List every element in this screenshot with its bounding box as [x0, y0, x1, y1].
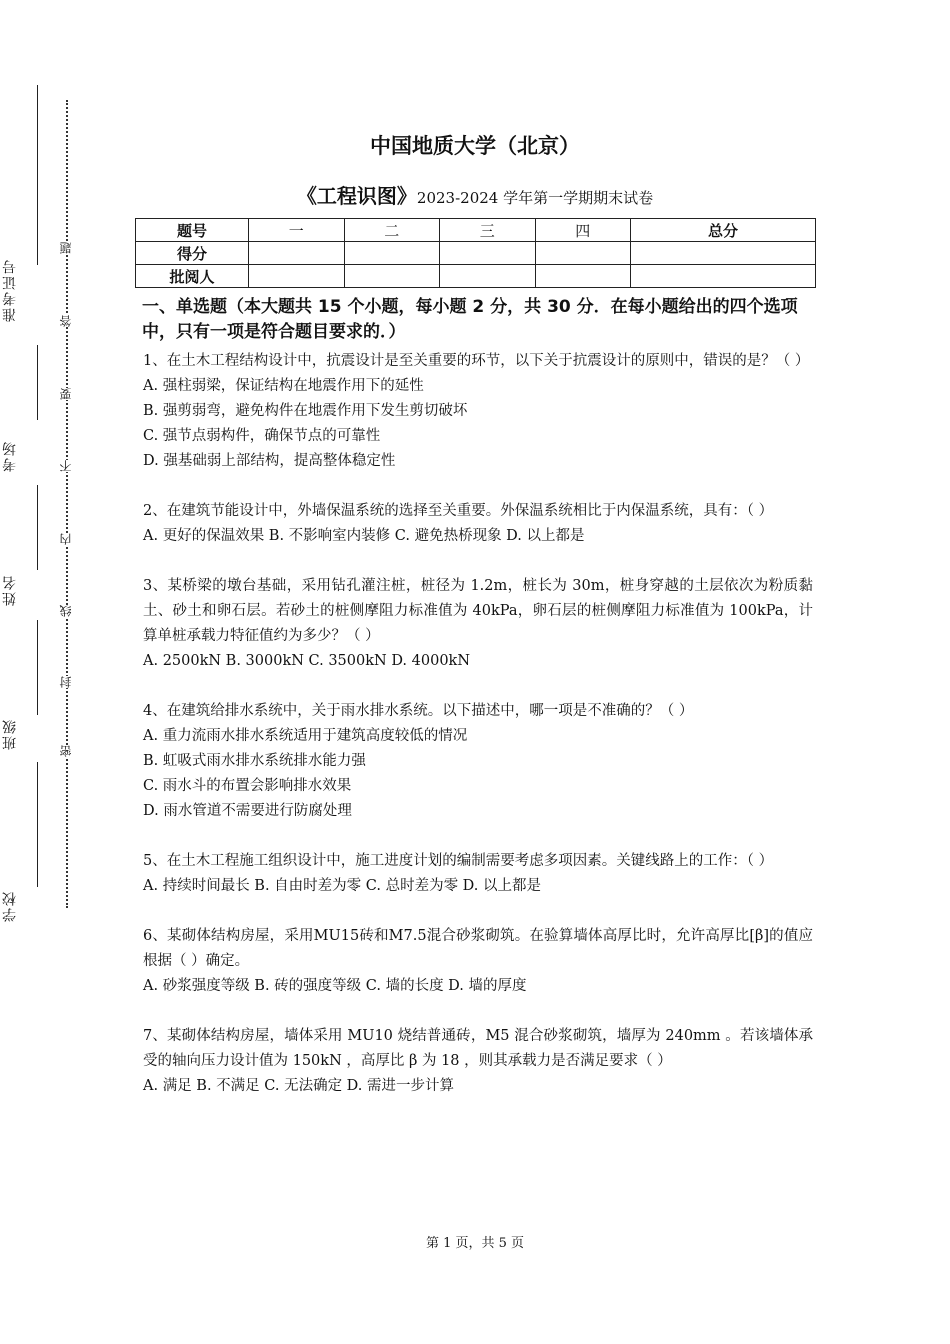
- seal-word: 不: [59, 460, 73, 472]
- score-table: [135, 218, 816, 288]
- seal-word: 内: [59, 533, 73, 545]
- grader-cell: [344, 265, 440, 288]
- margin-line: [37, 620, 38, 715]
- exam-content: [143, 295, 813, 1099]
- question: [143, 924, 813, 999]
- score-cell: [344, 242, 440, 265]
- term-text: 2023-2024 学年第一学期期末试卷: [416, 189, 654, 207]
- seal-word: 线: [59, 605, 73, 617]
- question-stem: 3、某桥梁的墩台基础，采用钻孔灌注桩，桩径为 1.2m，桩长为 30m，桩身穿越的土层依次为粉质黏土、砂土和卵石层。若砂土的桩侧摩阻力标准值为 40kPa，卵石层的桩侧摩阻力标准值为 100kPa，计算单桩承载力特征值约为多少？（ ）: [143, 578, 813, 644]
- question-option: D. 强基础弱上部结构，提高整体稳定性: [143, 453, 396, 469]
- question-option: C. 强节点弱构件，确保节点的可靠性: [143, 428, 381, 444]
- school-label: 学校: [2, 890, 18, 922]
- seal-word: 题: [59, 242, 73, 254]
- grader-cell: [249, 265, 345, 288]
- question-stem: 5、在土木工程施工组织设计中，施工进度计划的编制需要考虑多项因素。关键线路上的工作：（ ）: [143, 853, 774, 869]
- question-option: B. 虹吸式雨水排水系统排水能力强: [143, 753, 366, 769]
- margin-line: [37, 85, 38, 265]
- col-part-4: 四: [535, 219, 631, 242]
- col-part-2: 二: [344, 219, 440, 242]
- page-footer: 第 1 页，共 5 页: [425, 1236, 525, 1251]
- question-option: B. 强剪弱弯，避免构件在地震作用下发生剪切破坏: [143, 403, 468, 419]
- row-label-score: 得分: [136, 242, 249, 265]
- question-stem: 1、在土木工程结构设计中，抗震设计是至关重要的环节，以下关于抗震设计的原则中，错误的是？（ ）: [143, 353, 810, 369]
- question-options: A. 更好的保温效果 B. 不影响室内装修 C. 避免热桥现象 D. 以上都是: [143, 528, 585, 544]
- score-table-header-row: [136, 219, 816, 242]
- col-part-3: 三: [440, 219, 536, 242]
- margin-line: [37, 485, 38, 570]
- row-label-grader: 批阅人: [136, 265, 249, 288]
- question: [143, 349, 813, 474]
- col-part-1: 一: [249, 219, 345, 242]
- question-stem: 6、某砌体结构房屋，采用MU15砖和M7.5混合砂浆砌筑。在验算墙体高厚比时，允许高厚比[β]的值应根据（ ）确定。: [143, 928, 813, 969]
- question-stem: 4、在建筑给排水系统中，关于雨水排水系统。以下描述中，哪一项是不准确的？（ ）: [143, 703, 694, 719]
- question-option: D. 雨水管道不需要进行防腐处理: [143, 803, 352, 819]
- score-cell: [440, 242, 536, 265]
- seal-word: 答: [59, 315, 73, 327]
- question-option: C. 雨水斗的布置会影响排水效果: [143, 778, 352, 794]
- question-options: A. 砂浆强度等级 B. 砖的强度等级 C. 墙的长度 D. 墙的厚度: [143, 978, 527, 994]
- question-option: A. 重力流雨水排水系统适用于建筑高度较低的情况: [143, 728, 468, 744]
- grader-cell: [440, 265, 536, 288]
- question: [143, 849, 813, 899]
- score-cell: [535, 242, 631, 265]
- class-label: 班级: [2, 718, 18, 750]
- margin-line: [37, 762, 38, 887]
- grader-row: [136, 265, 816, 288]
- col-question-number: 题号: [136, 219, 249, 242]
- seal-dotted-line: [66, 100, 68, 908]
- seal-word: 要: [59, 388, 73, 400]
- margin-line: [37, 345, 38, 420]
- section-title: 一、单选题（本大题共 15 个小题，每小题 2 分，共 30 分．在每小题给出的四个选项中，只有一项是符合题目要求的．）: [142, 297, 798, 342]
- name-label: 姓名: [2, 574, 18, 606]
- question: [143, 699, 813, 824]
- question-option: A. 强柱弱梁，保证结构在地震作用下的延性: [143, 378, 424, 394]
- question-stem: 2、在建筑节能设计中，外墙保温系统的选择至关重要。外保温系统相比于内保温系统，具有：（ ）: [143, 503, 774, 519]
- grader-cell: [535, 265, 631, 288]
- question-options: A. 持续时间最长 B. 自由时差为零 C. 总时差为零 D. 以上都是: [143, 878, 542, 894]
- seal-word: 封: [59, 676, 73, 688]
- question: [143, 1024, 813, 1099]
- exam-subtitle: [0, 180, 950, 209]
- question-stem: 7、某砌体结构房屋，墙体采用 MU10 烧结普通砖，M5 混合砂浆砌筑，墙厚为 240mm 。若该墙体承受的轴向压力设计值为 150kN ，高厚比 β 为 18 ，则其承载力是否满足要求（ ）: [143, 1028, 813, 1069]
- score-row: [136, 242, 816, 265]
- question-options: A. 2500kN B. 3000kN C. 3500kN D. 4000kN: [143, 653, 471, 669]
- score-cell: [631, 242, 816, 265]
- question-options: A. 满足 B. 不满足 C. 无法确定 D. 需进一步计算: [143, 1078, 455, 1094]
- col-total: 总分: [631, 219, 816, 242]
- university-title: 中国地质大学（北京）: [370, 134, 580, 158]
- grader-cell: [631, 265, 816, 288]
- question: [143, 499, 813, 549]
- exam-room-label: 考场: [2, 440, 18, 472]
- course-name: 《工程识图》: [296, 184, 417, 208]
- score-cell: [249, 242, 345, 265]
- question: [143, 574, 813, 674]
- seal-word: 密: [59, 745, 73, 757]
- exam-number-label: 准考证号: [2, 258, 18, 322]
